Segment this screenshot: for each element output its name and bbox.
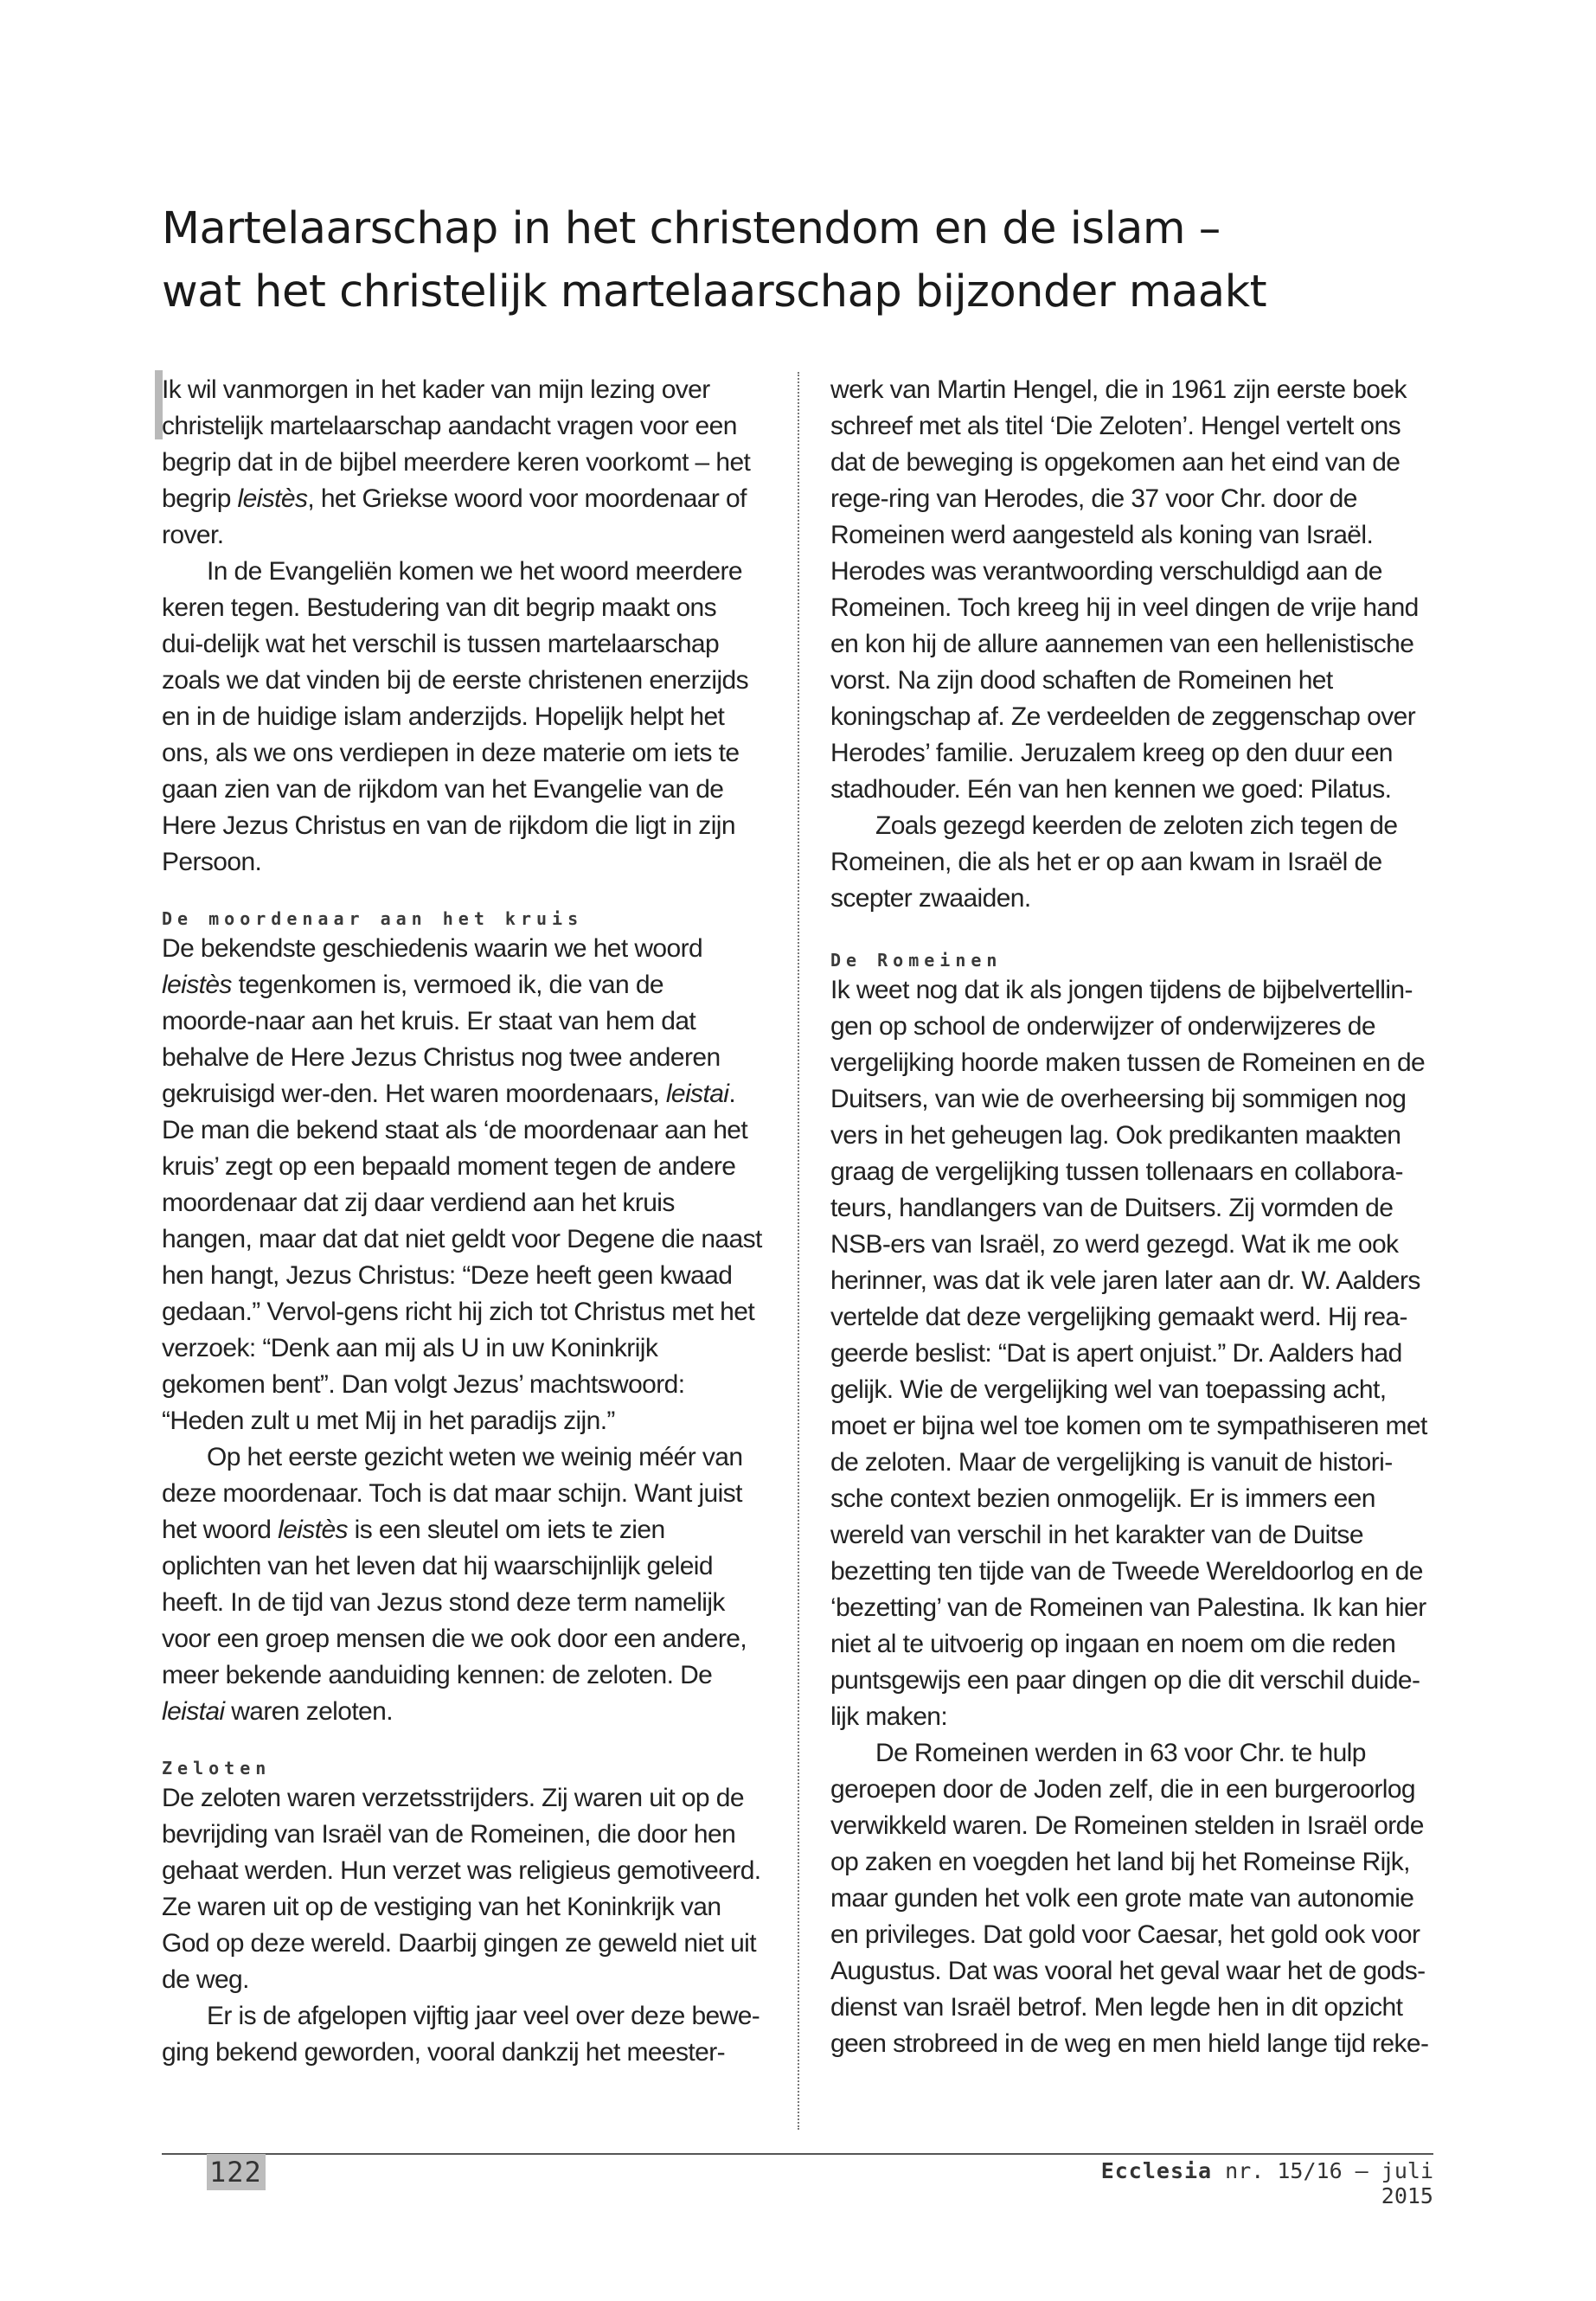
body-paragraph: De bekendste geschiedenis waarin we het woord leistès tegenkomen is, vermoed ik, die van de moorde-naar aan het kruis. Er staat van hem dat behalve de Here Jezus Christus nog twee anderen gekruisigd wer-den. Het waren moordenaars, leistai. De man die bekend staat als ‘de moordenaar aan het kruis’ zegt op een bepaald moment tegen de andere moordenaar dat zij daar verdiend aan het kruis hangen, maar dat dat niet geldt voor Degene die naast hen hangt, Jezus Christus: “Deze heeft geen kwaad gedaan.” Vervol-gens richt hij zich tot Christus met het verzoek: “Denk aan mij als U in uw Koninkrijk gekomen bent”. Dan volgt Jezus’ machtswoord: “Heden zult u met Mij in het paradijs zijn.”: [162, 934, 762, 1435]
body-paragraph: In de Evangeliën komen we het woord meerdere keren tegen. Bestudering van dit begrip maakt ons dui-delijk wat het verschil is tussen martelaarschap zoals we dat vinden bij de eerste christenen enerzijds en in de huidige islam anderzijds. Hopelijk helpt het ons, als we ons verdiepen in deze materie om iets te gaan zien van de rijkdom van het Evangelie van de Here Jezus Christus en van de rijkdom die ligt in zijn Persoon.: [162, 557, 749, 876]
body-paragraph: werk van Martin Hengel, die in 1961 zijn eerste boek schreef met als titel ‘Die Zeloten’. Hengel vertelt ons dat de beweging is opgekomen aan het eind van de rege-ring van Herodes, die 37 voor Chr. door de Romeinen werd aangesteld als koning van Israël. Herodes was verantwoording verschuldigd aan de Romeinen. Toch kreeg hij in veel dingen de vrije hand en kon hij de allure aannemen van een hellenistische vorst. Na zijn dood schaften de Romeinen het koningschap af. Ze verdeelden de zeggenschap over Herodes’ familie. Jeruzalem kreeg op den duur een stadhouder. Eén van hen kennen we goed: Pilatus.: [830, 375, 1419, 804]
left-column: [162, 372, 763, 2071]
issue-info: nr. 15/16 – juli 2015: [1225, 2158, 1433, 2208]
body-paragraph: De zeloten waren verzetsstrijders. Zij waren uit op de bevrijding van Israël van de Romeinen, die door hen gehaat werden. Hun verzet was religieus gemotiveerd. Ze waren uit op de vestiging van het Koninkrijk van God op deze wereld. Daarbij gingen ze geweld niet uit de weg.: [162, 1784, 761, 1994]
journal-info: [1085, 2158, 1433, 2208]
column-divider: [798, 372, 799, 2130]
page-number: 122: [209, 2156, 262, 2189]
body-paragraph: De Romeinen werden in 63 voor Chr. te hulp geroepen door de Joden zelf, die in een burgeroorlog verwikkeld waren. De Romeinen stelden in Israël orde op zaken en voegden het land bij het Romeinse Rijk, maar gunden het volk een grote mate van autonomie en privileges. Dat gold voor Caesar, het gold ook voor Augustus. Dat was vooral het geval waar het de gods-dienst van Israël betrof. Men legde hen in dit opzicht geen strobreed in de weg en men hield lange tijd reke-: [830, 1739, 1429, 2058]
title-line-1: Martelaarschap in het christendom en de islam –: [162, 203, 1221, 254]
body-paragraph: Zoals gezegd keerden de zeloten zich tegen de Romeinen, die als het er op aan kwam in Israël de scepter zwaaiden.: [830, 811, 1398, 913]
right-column: [830, 372, 1436, 2062]
body-paragraph: Er is de afgelopen vijftig jaar veel over deze bewe-ging bekend geworden, vooral dankzij het meester-: [162, 2002, 760, 2067]
section-heading: Zeloten: [162, 1758, 272, 1779]
section-heading: De moordenaar aan het kruis: [162, 908, 584, 929]
footer-rule: [162, 2153, 1433, 2155]
title-line-2: wat het christelijk martelaarschap bijzonder maakt: [162, 266, 1267, 317]
body-paragraph: Ik weet nog dat ik als jongen tijdens de bijbelvertellin-gen op school de onderwijzer of onderwijzeres de vergelijking hoorde maken tussen de Romeinen en de Duitsers, van wie de overheersing bij sommigen nog vers in het geheugen lag. Ook predikanten maakten graag de vergelijking tussen tollenaars en collabora-teurs, handlangers van de Duitsers. Zij vormden de NSB-ers van Israël, zo werd gezegd. Wat ik me ook herinner, was dat ik vele jaren later aan dr. W. Aalders vertelde dat deze vergelijking gemaakt werd. Hij rea-geerde beslist: “Dat is apert onjuist.” Dr. Aalders had gelijk. Wie de vergelijking wel van toepassing acht, moet er bijna wel toe komen om te sympathiseren met de zeloten. Maar de vergelijking is vanuit de histori-sche context bezien onmogelijk. Er is immers een wereld van verschil in het karakter van de Duitse bezetting ten tijde van de Tweede Wereldoorlog en de ‘bezetting’ van de Romeinen van Palestina. Ik kan hier niet al te uitvoerig op ingaan en noem om die reden puntsgewijs een paar dingen op die dit verschil duide-lijk maken:: [830, 976, 1427, 1731]
article-title: [162, 197, 1477, 324]
section-heading: De Romeinen: [830, 950, 1003, 971]
body-paragraph: Op het eerste gezicht weten we weinig méér van deze moordenaar. Toch is dat maar schijn. Want juist het woord leistès is een sleutel om iets te zien oplichten van het leven dat hij waarschijnlijk geleid heeft. In de tijd van Jezus stond deze term namelijk voor een groep mensen die we ook door een andere, meer bekende aanduiding kennen: de zeloten. De leistai waren zeloten.: [162, 1443, 747, 1726]
intro-paragraph: Ik wil vanmorgen in het kader van mijn lezing over christelijk martelaarschap aandacht vragen voor een begrip dat in de bijbel meerdere keren voorkomt – het begrip leistès, het Griekse woord voor moordenaar of rover.: [162, 375, 751, 549]
journal-name: Ecclesia: [1100, 2158, 1213, 2183]
